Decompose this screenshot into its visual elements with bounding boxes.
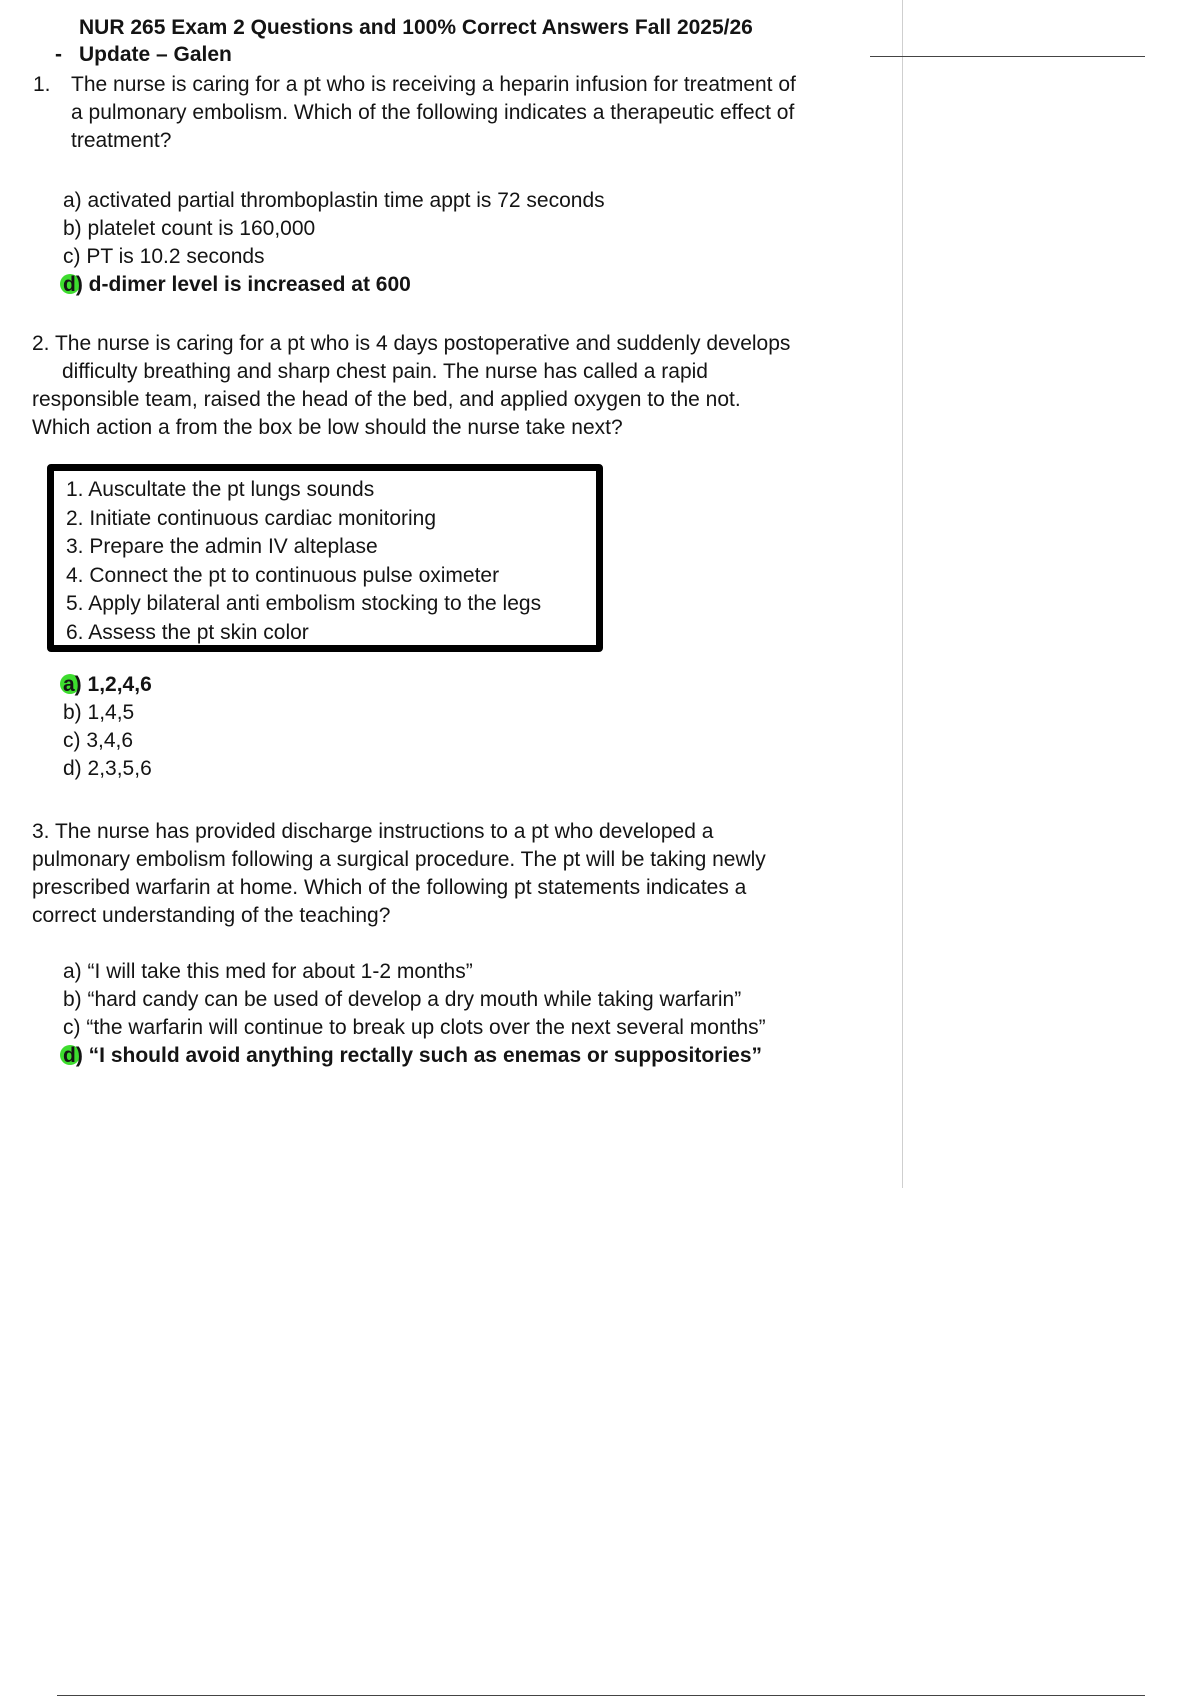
question-1-options: [63, 187, 605, 299]
document-title: [79, 14, 753, 68]
option-letter: c): [63, 729, 81, 752]
stem-line-text: The nurse has provided discharge instructions to a pt who developed a: [54, 820, 714, 843]
option-text: 3,4,6: [86, 729, 134, 752]
stem-line: Which action a from the box be low should the nurse take next?: [32, 416, 623, 439]
action-item: 6. Assess the pt skin color: [66, 620, 309, 644]
option-text: “the warfarin will continue to break up clots over the next several months”: [86, 1016, 766, 1039]
option-text: 1,4,5: [87, 701, 135, 724]
option-d-correct: [63, 1042, 766, 1070]
option-c: [63, 243, 605, 271]
option-letter: d): [63, 757, 82, 780]
stem-line: treatment?: [71, 129, 172, 152]
option-text: platelet count is 160,000: [87, 217, 316, 240]
title-line-2: Update – Galen: [79, 43, 232, 66]
action-item: 4. Connect the pt to continuous pulse oximeter: [66, 563, 500, 587]
option-letter: a): [63, 189, 82, 212]
option-letter-highlighted: a): [63, 671, 82, 699]
question-3-stem: [32, 818, 766, 930]
action-item: 5. Apply bilateral anti embolism stocking to the legs: [66, 592, 542, 615]
stem-line: correct understanding of the teaching?: [32, 904, 391, 927]
option-text: “I will take this med for about 1-2 months”: [87, 960, 473, 983]
option-c: [63, 727, 152, 755]
header-rule: [870, 56, 1145, 57]
question-3-options: [63, 958, 766, 1070]
option-text: activated partial thromboplastin time appt is 72 seconds: [87, 189, 605, 212]
option-text: “hard candy can be used of develop a dry mouth while taking warfarin”: [87, 988, 742, 1011]
stem-line: prescribed warfarin at home. Which of the following pt statements indicates a: [32, 876, 747, 899]
footer-rule: [57, 1695, 1145, 1696]
option-letter: c): [63, 245, 81, 268]
option-letter-highlighted: d): [63, 1042, 83, 1070]
option-c: [63, 1014, 766, 1042]
question-1-stem: [71, 71, 796, 155]
option-text: “I should avoid anything rectally such as enemas or suppositories”: [88, 1044, 763, 1067]
question-2-options: [63, 671, 152, 783]
stem-line: The nurse is caring for a pt who is receiving a heparin infusion for treatment of: [71, 73, 796, 96]
stem-line: [32, 818, 766, 846]
option-text: 1,2,4,6: [87, 673, 152, 696]
option-b: [63, 215, 605, 243]
option-d-correct: [63, 271, 605, 299]
option-a: [63, 958, 766, 986]
question-2-stem: [32, 330, 790, 442]
option-letter: b): [63, 988, 82, 1011]
action-item: 1. Auscultate the pt lungs sounds: [66, 478, 375, 501]
stem-line-text: The nurse is caring for a pt who is 4 days postoperative and suddenly develops: [54, 332, 791, 355]
option-letter: a): [63, 960, 82, 983]
option-letter: b): [63, 217, 82, 240]
stem-line: responsible team, raised the head of the bed, and applied oxygen to the not.: [32, 388, 741, 411]
action-box: [47, 464, 603, 652]
question-1-number: 1.: [33, 73, 51, 96]
option-text: d-dimer level is increased at 600: [88, 273, 411, 296]
stem-line: a pulmonary embolism. Which of the following indicates a therapeutic effect of: [71, 101, 795, 124]
option-b: [63, 986, 766, 1014]
option-letter-highlighted: d): [63, 271, 83, 299]
action-item: 2. Initiate continuous cardiac monitoring: [66, 506, 437, 530]
question-3-number: 3.: [32, 820, 50, 843]
title-line-1: NUR 265 Exam 2 Questions and 100% Correct Answers Fall 2025/26: [79, 16, 753, 39]
option-b: [63, 699, 152, 727]
title-dash: -: [55, 43, 62, 66]
option-letter: b): [63, 701, 82, 724]
option-text: PT is 10.2 seconds: [86, 245, 265, 268]
stem-line: pulmonary embolism following a surgical procedure. The pt will be taking newly: [32, 848, 766, 871]
option-text: 2,3,5,6: [87, 757, 152, 780]
option-a: [63, 187, 605, 215]
action-list: [54, 471, 596, 647]
action-item: 3. Prepare the admin IV alteplase: [66, 535, 378, 558]
question-2-number: 2.: [32, 332, 50, 355]
option-a-correct: [63, 671, 152, 699]
option-d: [63, 755, 152, 783]
option-letter: c): [63, 1016, 81, 1039]
stem-line: [32, 330, 790, 358]
margin-divider: [902, 0, 903, 1188]
stem-line: difficulty breathing and sharp chest pain. The nurse has called a rapid: [62, 360, 708, 383]
